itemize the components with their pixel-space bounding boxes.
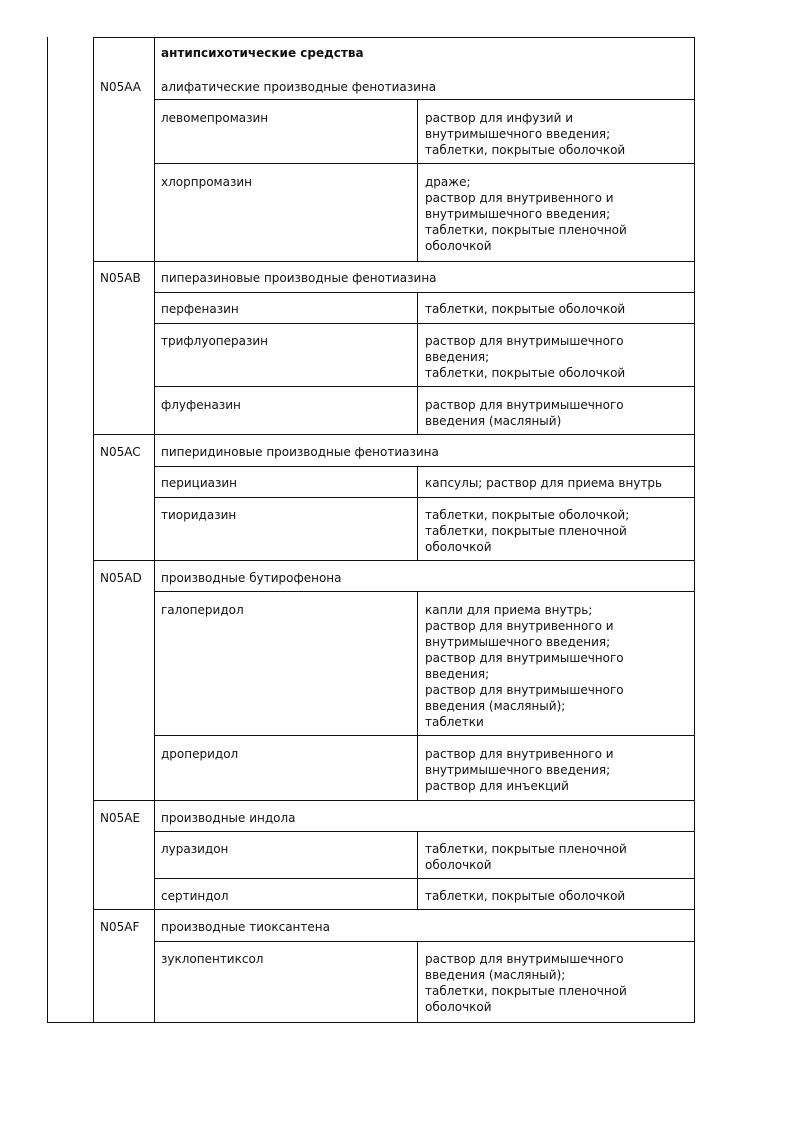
row-rule [154, 941, 695, 942]
table-divider-form [417, 99, 418, 261]
dosage-forms: таблетки, покрытые оболочкой [425, 889, 626, 903]
drug-name: дроперидол [161, 747, 239, 761]
row-rule [154, 735, 695, 736]
group-name: пиперазиновые производные фенотиазина [161, 271, 437, 285]
atc-code: N05AC [100, 445, 141, 459]
drug-name: тиоридазин [161, 508, 237, 522]
dosage-forms: таблетки, покрытые пленочной оболочкой [425, 842, 627, 872]
atc-code: N05AB [100, 271, 141, 285]
row-rule [93, 909, 695, 910]
drug-name: трифлуоперазин [161, 334, 269, 348]
group-name: производные тиоксантена [161, 920, 330, 934]
dosage-forms: раствор для инфузий и внутримышечного введения; таблетки, покрытые оболочкой [425, 111, 626, 157]
group-name: производные индола [161, 811, 296, 825]
atc-code: N05AE [100, 811, 141, 825]
group-name: производные бутирофенона [161, 571, 342, 585]
row-rule [154, 591, 695, 592]
row-rule [93, 800, 695, 801]
table-border-bottom [47, 1022, 695, 1023]
dosage-forms: капли для приема внутрь; раствор для внутривенного и внутримышечного введения; раствор для внутримышечного введения; раствор для внутримышечного введения (масляный); таблетки [425, 603, 624, 729]
dosage-forms: раствор для внутримышечного введения; таблетки, покрытые оболочкой [425, 334, 626, 380]
table-border-top [93, 37, 695, 38]
drug-name: луразидон [161, 842, 229, 856]
table-border-left [47, 37, 48, 1023]
row-rule [154, 292, 695, 293]
drug-name: сертиндол [161, 889, 229, 903]
row-rule [154, 466, 695, 467]
atc-code: N05AF [100, 920, 140, 934]
dosage-forms: капсулы; раствор для приема внутрь [425, 476, 663, 490]
row-rule [154, 878, 695, 879]
row-rule [154, 386, 695, 387]
row-rule [93, 261, 695, 262]
dosage-forms: таблетки, покрытые оболочкой; таблетки, покрытые пленочной оболочкой [425, 508, 630, 554]
dosage-forms: раствор для внутривенного и внутримышечного введения; раствор для инъекций [425, 747, 614, 793]
dosage-forms: раствор для внутримышечного введения (масляный) [425, 398, 624, 428]
table-divider-form [417, 466, 418, 560]
row-rule [154, 99, 695, 100]
drug-name: флуфеназин [161, 398, 241, 412]
table-divider-form [417, 292, 418, 434]
table-divider-name [154, 37, 155, 1023]
dosage-forms: драже; раствор для внутривенного и внутримышечного введения; таблетки, покрытые пленочной оболочкой [425, 175, 627, 253]
drug-name: перфеназин [161, 302, 239, 316]
drug-table [47, 37, 695, 1023]
row-rule [93, 434, 695, 435]
row-rule [154, 323, 695, 324]
row-rule [93, 560, 695, 561]
drug-name: перициазин [161, 476, 237, 490]
class-header: антипсихотические средства [161, 46, 364, 60]
group-name: пиперидиновые производные фенотиазина [161, 445, 439, 459]
drug-name: левомепромазин [161, 111, 269, 125]
row-rule [154, 831, 695, 832]
row-rule [154, 497, 695, 498]
drug-name: зуклопентиксол [161, 952, 264, 966]
row-rule [154, 163, 695, 164]
table-divider-code [93, 37, 94, 1023]
drug-name: галоперидол [161, 603, 244, 617]
table-divider-form [417, 591, 418, 800]
atc-code: N05AD [100, 571, 142, 585]
table-divider-form [417, 831, 418, 909]
drug-name: хлорпромазин [161, 175, 252, 189]
table-divider-form [417, 941, 418, 1023]
atc-code: N05AA [100, 80, 141, 94]
dosage-forms: раствор для внутримышечного введения (масляный); таблетки, покрытые пленочной оболочкой [425, 952, 627, 1014]
group-name: алифатические производные фенотиазина [161, 80, 437, 94]
dosage-forms: таблетки, покрытые оболочкой [425, 302, 626, 316]
